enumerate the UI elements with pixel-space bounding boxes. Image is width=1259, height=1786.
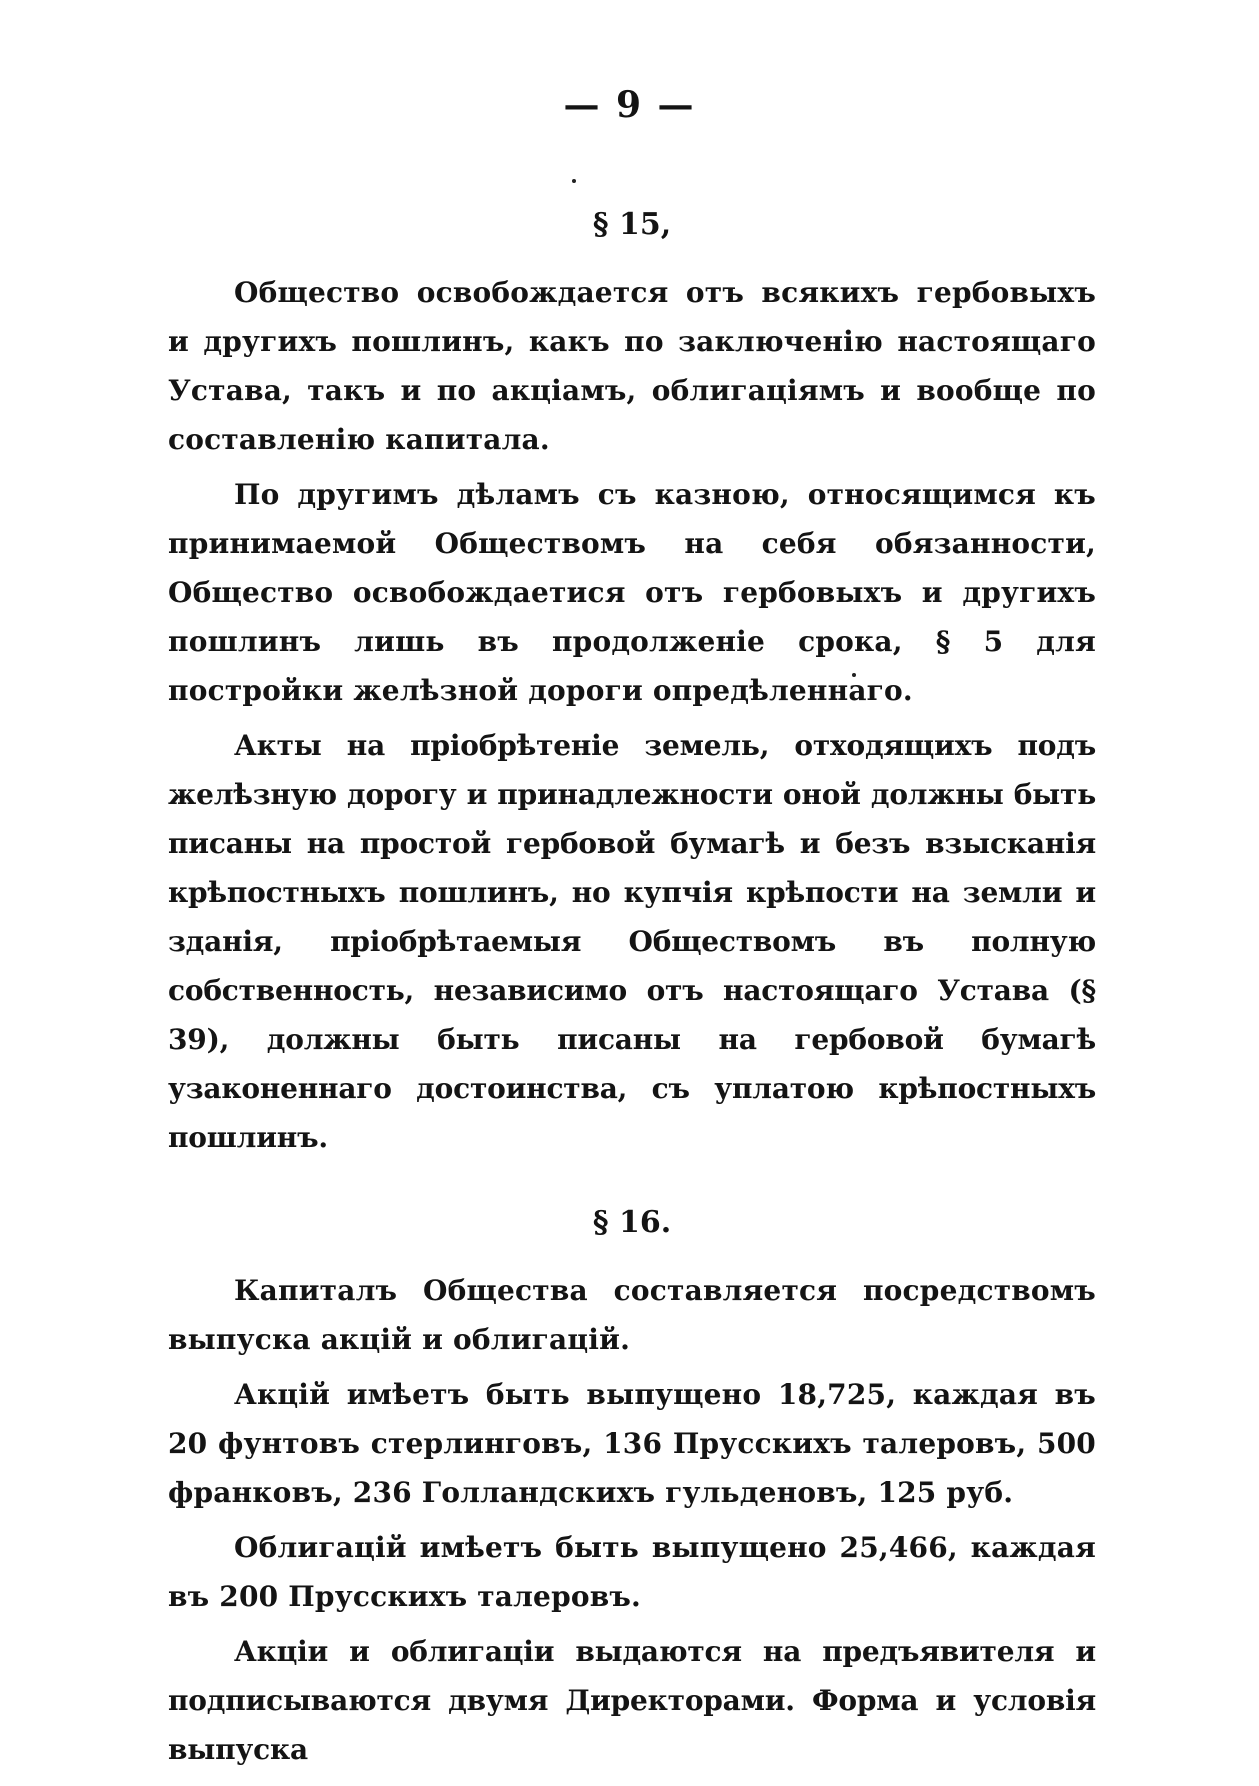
paragraph: Облигацій имѣетъ быть выпущено 25,466, каждая въ 200 Прусскихъ талеровъ. (168, 1531, 1096, 1613)
paragraph: Капиталъ Общества составляется посредствомъ выпуска акцій и облигацій. (168, 1274, 1096, 1356)
section-15 (168, 206, 1096, 1162)
paragraph: Акціи и облигаціи выдаются на предъявителя и подписываются двумя Директорами. Форма и условія выпуска (168, 1635, 1096, 1766)
paragraph: Акты на пріобрѣтеніе земель, отходящихъ подъ желѣзную дорогу и принадлежности оной должны быть писаны на простой гербовой бумагѣ и безъ взысканія крѣпостныхъ пошлинъ, но купчія крѣпости на земли и зданія, пріобрѣтаемыя Обществомъ въ полную собственность, независимо отъ настоящаго Устава (§ 39), должны быть писаны на гербовой бумагѣ узаконеннаго достоинства, съ уплатою крѣпостныхъ пошлинъ. (168, 729, 1096, 1154)
section-16 (168, 1204, 1096, 1774)
paragraph: По другимъ дѣламъ съ казною, относящимся къ принимаемой Обществомъ на себя обязанности, Общество освобождаетися отъ гербовыхъ и другихъ пошлинъ лишь въ продолженіе срока, § 5 для постройки желѣзной дороги опредѣленнаго. (168, 478, 1096, 707)
page-number: — 9 — (563, 84, 696, 126)
paragraph: Акцій имѣетъ быть выпущено 18,725, каждая въ 20 фунтовъ стерлинговъ, 136 Прусскихъ талеровъ, 500 франковъ, 236 Голландскихъ гульденовъ, 125 руб. (168, 1378, 1096, 1509)
section-heading: § 16. (592, 1205, 672, 1240)
section-heading: § 15, (592, 207, 672, 242)
document-body (168, 206, 1096, 1780)
paragraph: Общество освобождается отъ всякихъ гербовыхъ и другихъ пошлинъ, какъ по заключенію настоящаго Устава, такъ и по акціамъ, облигаціямъ и вообще по составленію капитала. (168, 276, 1096, 456)
print-speck (572, 179, 576, 183)
